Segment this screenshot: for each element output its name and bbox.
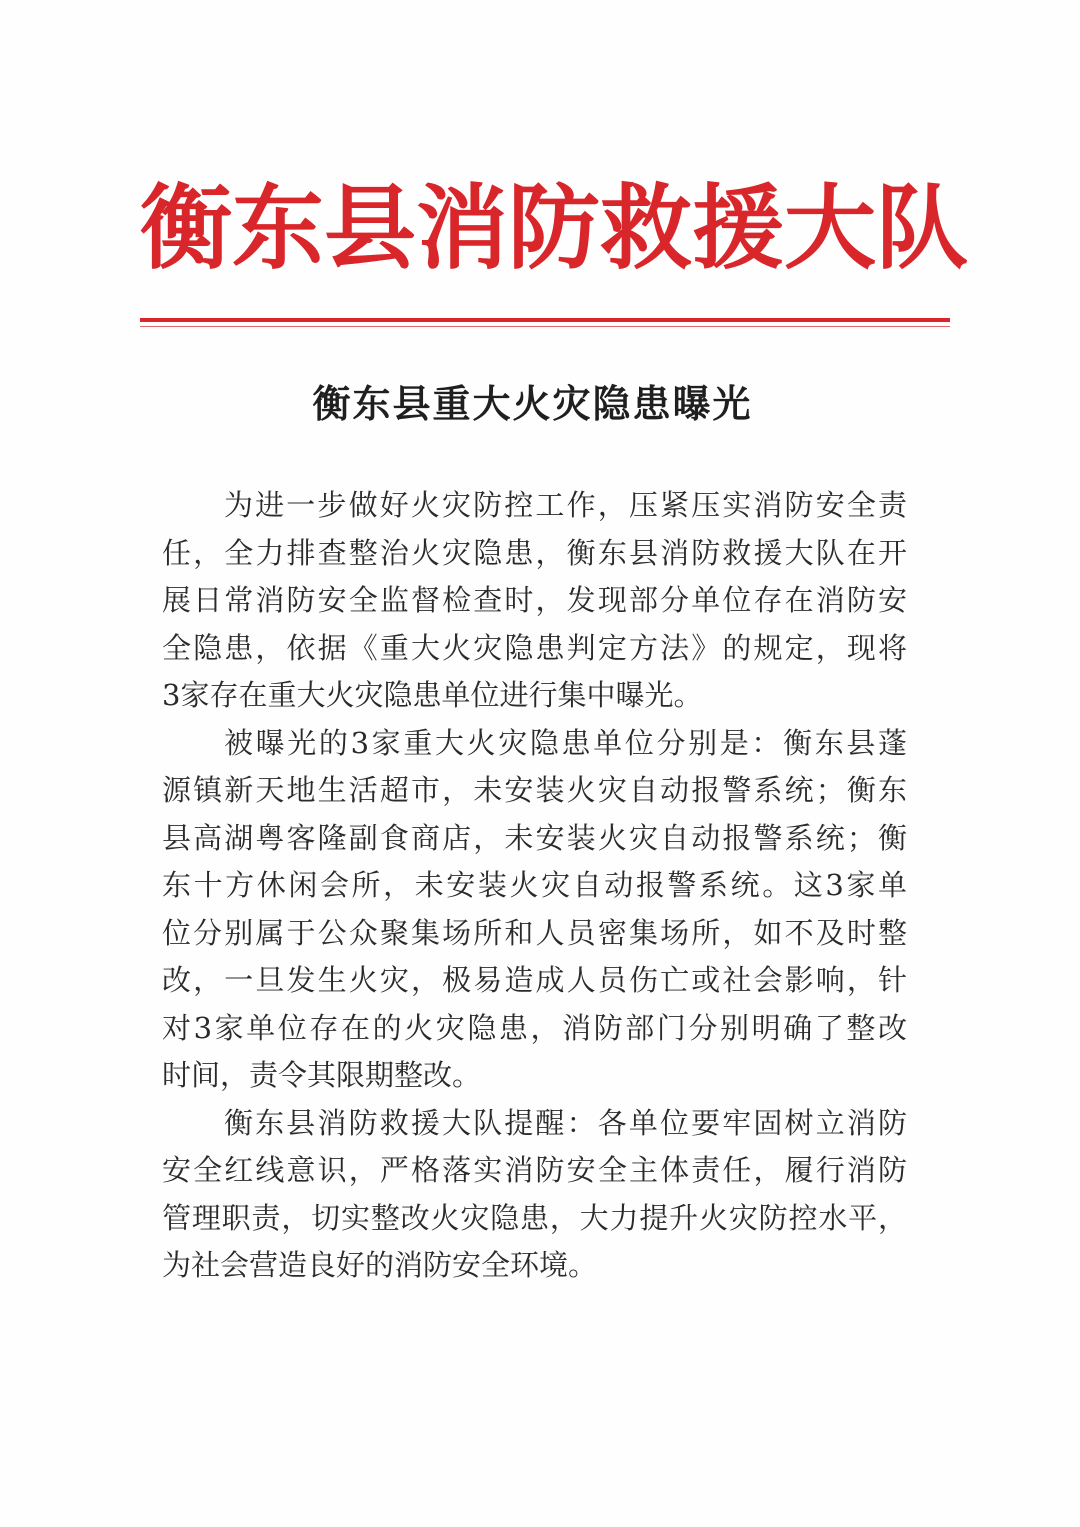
paragraph-1-line-1: 为进一步做好火灾防控工作，压紧压实消防安全责 — [224, 488, 907, 522]
paragraph-3-line-2: 安全红线意识，严格落实消防安全主体责任，履行消防 — [162, 1153, 907, 1187]
paragraph-3-line-4: 为社会营造良好的消防安全环境。 — [162, 1248, 598, 1282]
paragraph-1-line-2: 任，全力排查整治火灾隐患，衡东县消防救援大队在开 — [162, 535, 907, 570]
letterhead-org-name: 衡东县消防救援大队 — [140, 174, 969, 282]
paragraph-2-line-5: 位分别属于公众聚集场所和人员密集场所，如不及时整 — [162, 915, 907, 950]
letterhead-red-rule-thin — [140, 326, 950, 327]
paragraph-2-line-2: 源镇新天地生活超市，未安装火灾自动报警系统；衡东 — [162, 773, 907, 807]
paragraph-1-line-3: 展日常消防安全监督检查时，发现部分单位存在消防安 — [162, 583, 907, 617]
paragraph-2-line-6: 改，一旦发生火灾，极易造成人员伤亡或社会影响，针 — [162, 963, 907, 997]
paragraph-1-line-5: 3家存在重大火灾隐患单位进行集中曝光。 — [162, 678, 703, 712]
paragraph-2-line-8: 时间，责令其限期整改。 — [162, 1058, 482, 1092]
paragraph-3-line-3: 管理职责，切实整改火灾隐患，大力提升火灾防控水平， — [162, 1200, 907, 1235]
paragraph-2-line-7: 对3家单位存在的火灾隐患，消防部门分别明确了整改 — [162, 1010, 907, 1045]
document-body — [162, 482, 907, 1290]
paragraph-3-line-1: 衡东县消防救援大队提醒：各单位要牢固树立消防 — [224, 1105, 907, 1140]
paragraph-2-line-3: 县高湖粤客隆副食商店，未安装火灾自动报警系统；衡 — [162, 820, 907, 855]
document-title: 衡东县重大火灾隐患曝光 — [312, 381, 753, 426]
letterhead-red-rule — [140, 318, 950, 322]
paragraph-1-line-4: 全隐患，依据《重大火灾隐患判定方法》的规定，现将 — [162, 630, 907, 665]
paragraph-2-line-1: 被曝光的3家重大火灾隐患单位分别是：衡东县蓬 — [224, 725, 907, 760]
paragraph-2-line-4: 东十方休闲会所，未安装火灾自动报警系统。这3家单 — [162, 868, 907, 902]
